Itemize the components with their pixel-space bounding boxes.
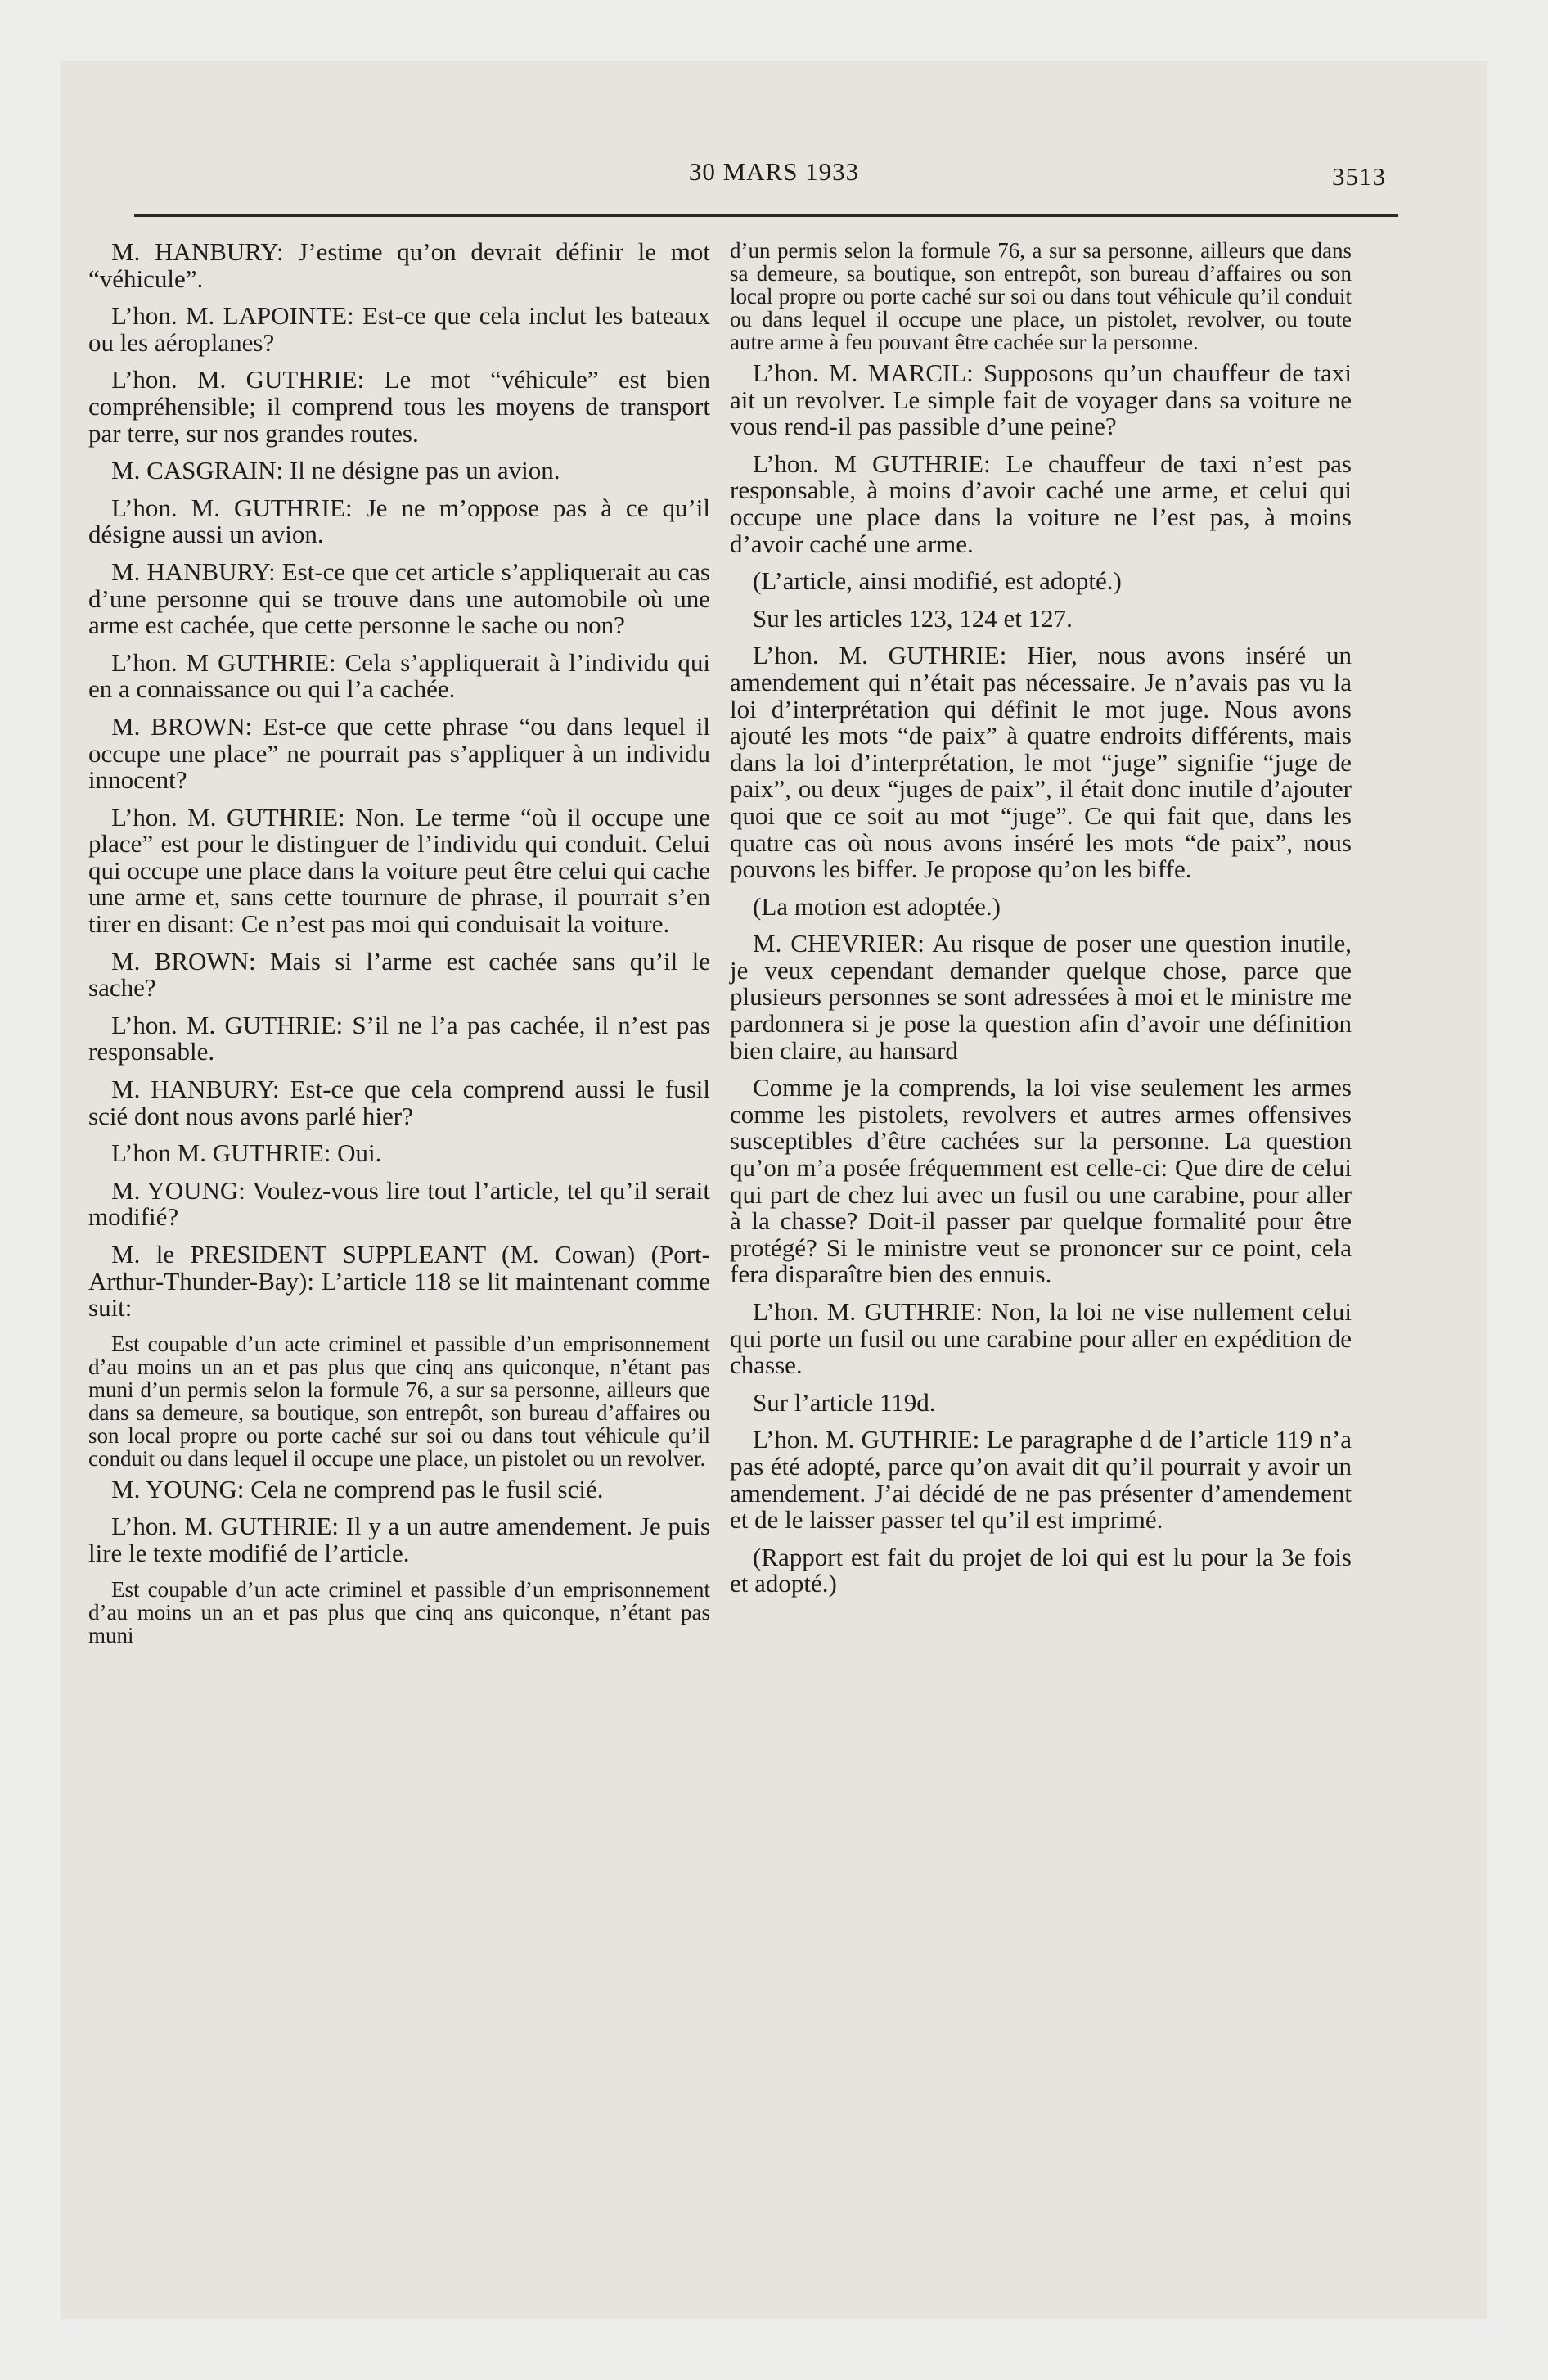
paragraph: M. CASGRAIN: Il ne désigne pas un avion. [111,456,560,485]
document-page [61,61,1487,2319]
paragraph: M. HANBURY: Est-ce que cet article s’appliquerait au cas d’une personne qui se trouve dans une automobile où une arme est cachée, que cette personne le sache ou non? [88,557,710,640]
paragraph: L’hon M. GUTHRIE: Oui. [111,1138,382,1168]
paragraph: M. le PRESIDENT SUPPLEANT (M. Cowan) (Port-Arthur-Thunder-Bay): L’article 118 se lit maintenant comme suit: [88,1240,710,1323]
paragraph: L’hon. M. GUTHRIE: S’il ne l’a pas cachée, il n’est pas responsable. [88,1010,710,1066]
paragraph: (Rapport est fait du projet de loi qui est lu pour la 3e fois et adopté.) [730,1542,1352,1598]
header-rule [134,214,1398,217]
paragraph: L’hon. M. GUTHRIE: Non, la loi ne vise nullement celui qui porte un fusil ou une carabine pour aller en expédition de chasse. [730,1297,1352,1380]
paragraph: L’hon. M. GUTHRIE: Hier, nous avons inséré un amendement qui n’était pas nécessaire. Je n’avais pas vu la loi d’interprétation qui définit le mot juge. Nous avons ajouté les mots “de paix” à quatre endroits différents, mais dans la loi d’interprétation, le mot “juge” signifie “juge de paix”, ou deux “juges de paix”, il était donc inutile d’ajouter quoi que ce soit au mot “juge”. Ce qui fait que, dans les quatre cas où nous avons inséré les mots “de paix”, nous pouvons les biffer. Je propose qu’on les biffe. [730,641,1352,884]
paragraph: Sur l’article 119d. [753,1387,936,1417]
quoted-text: Est coupable d’un acte criminel et passible d’un emprisonnement d’au moins un an et pas plus que cinq ans quiconque, n’étant pas muni [88,1576,710,1648]
paragraph: L’hon. M. GUTHRIE: Je ne m’oppose pas à ce qu’il désigne aussi un avion. [88,493,710,549]
quoted-text: d’un permis selon la formule 76, a sur sa personne, ailleurs que dans sa demeure, sa boutique, son entrepôt, son bureau d’affaires ou son local propre ou porte caché sur soi ou dans tout véhicule qu’il conduit ou dans lequel il occupe une place, un pistolet, revolver, ou toute autre arme à feu pouvant être cachée sur la personne. [730,238,1352,354]
paragraph: L’hon. M GUTHRIE: Le chauffeur de taxi n’est pas responsable, à moins d’avoir caché une arme, et celui qui occupe une place dans la voiture ne l’est pas, à moins d’avoir caché une arme. [730,449,1352,558]
paragraph: L’hon. M GUTHRIE: Cela s’appliquerait à l’individu qui en a connaissance ou qui l’a cachée. [88,647,710,704]
paragraph: (L’article, ainsi modifié, est adopté.) [753,566,1122,596]
paragraph: L’hon. M. GUTHRIE: Le paragraphe d de l’article 119 n’a pas été adopté, parce qu’on avait dit qu’il pourrait y avoir un amendement. J’ai décidé de ne pas présenter d’amendement et de le laisser passer tel qu’il est imprimé. [730,1425,1352,1535]
paragraph: Sur les articles 123, 124 et 127. [753,603,1073,633]
right-column [730,239,1352,1608]
header-date: 30 MARS 1933 [688,157,860,186]
paragraph: M. BROWN: Est-ce que cette phrase “ou dans lequel il occupe une place” ne pourrait pas s’appliquer à un individu innocent? [88,711,710,795]
paragraph: L’hon. M. LAPOINTE: Est-ce que cela inclut les bateaux ou les aéroplanes? [88,301,710,357]
paragraph: M. HANBURY: J’estime qu’on devrait définir le mot “véhicule”. [88,237,710,293]
paragraph: L’hon. M. GUTHRIE: Le mot “véhicule” est bien compréhensible; il comprend tous les moyens de transport par terre, sur nos grandes routes. [88,365,710,448]
paragraph: L’hon. M. GUTHRIE: Il y a un autre amendement. Je puis lire le texte modifié de l’article. [88,1512,710,1567]
paragraph: L’hon. M. MARCIL: Supposons qu’un chauffeur de taxi ait un revolver. Le simple fait de voyager dans sa voiture ne vous rend-il pas passible d’une peine? [730,358,1352,441]
paragraph: M. YOUNG: Voulez-vous lire tout l’article, tel qu’il serait modifié? [88,1175,710,1232]
page-header [61,157,1487,198]
paragraph: L’hon. M. GUTHRIE: Non. Le terme “où il occupe une place” est pour le distinguer de l’individu qui conduit. Celui qui occupe une place dans la voiture peut être celui qui cache une arme et, sans cette tournure de phrase, il pourrait s’en tirer en disant: Ce n’est pas moi qui conduisait la voiture. [88,802,711,939]
paragraph: Comme je la comprends, la loi vise seulement les armes comme les pistolets, revolvers et autres armes offensives susceptibles d’être cachées sur la personne. La question qu’on m’a posée fréquemment est celle-ci: Que dire de celui qui part de chez lui avec un fusil ou une carabine, pour aller à la chasse? Doit-il passer par quelque formalité pour être protégé? Si le ministre veut se prononcer sur ce point, cela fera disparaître bien des ennuis. [730,1073,1352,1289]
paragraph: M. HANBURY: Est-ce que cela comprend aussi le fusil scié dont nous avons parlé hier? [88,1075,710,1130]
left-column [88,239,710,1653]
paragraph: M. CHEVRIER: Au risque de poser une question inutile, je veux cependant demander quelque chose, parce que plusieurs personnes se sont adressées à moi et le ministre me pardonnera si je pose la question afin d’avoir une définition bien claire, au hansard [730,929,1352,1065]
page-number: 3513 [1332,162,1386,191]
paragraph: M. BROWN: Mais si l’arme est cachée sans qu’il le sache? [88,946,710,1003]
paragraph: (La motion est adoptée.) [753,891,1001,921]
paragraph: M. YOUNG: Cela ne comprend pas le fusil scié. [111,1474,604,1503]
quoted-text: Est coupable d’un acte criminel et passible d’un emprisonnement d’au moins un an et pas plus que cinq ans quiconque, n’étant pas muni d’un permis selon la formule 76, a sur sa personne, ailleurs que dans sa demeure, sa boutique, son entrepôt, son bureau d’affaires ou son local propre ou porte caché sur soi ou dans tout véhicule qu’il conduit ou dans lequel il occupe une place, un pistolet ou un revolver. [88,1331,710,1471]
